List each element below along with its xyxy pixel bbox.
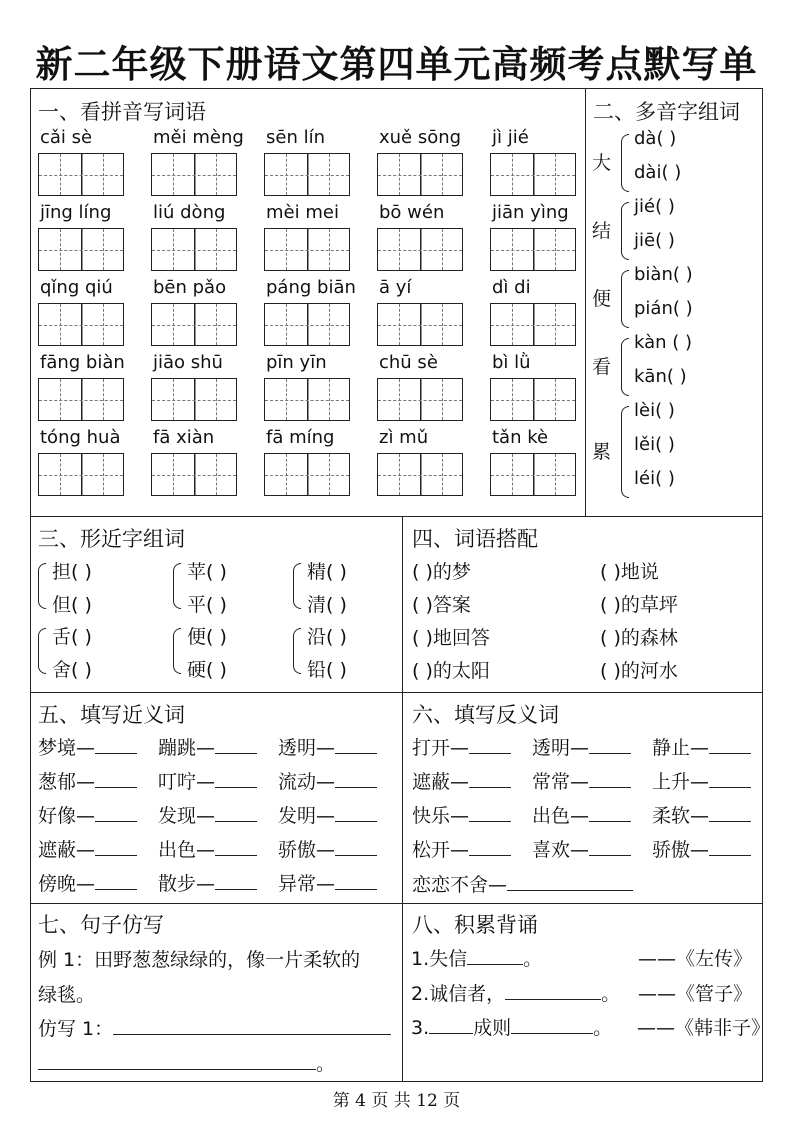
polyphone-item[interactable]: jiē( ): [634, 230, 675, 251]
pinyin-label: bō wén: [379, 202, 445, 223]
word-label: 梦境—: [38, 737, 96, 759]
polyphone-item[interactable]: dà( ): [634, 128, 677, 149]
answer-blank[interactable]: [215, 736, 257, 754]
answer-blank[interactable]: [589, 804, 631, 822]
polyphone-char: 累: [592, 441, 612, 463]
brace: [38, 628, 46, 674]
word-label: 蹦跳—: [158, 737, 216, 759]
divider: [585, 88, 586, 516]
writing-grid[interactable]: [264, 303, 350, 346]
polyphone-item[interactable]: lěi( ): [634, 434, 675, 455]
word-label: 异常—: [278, 873, 336, 895]
writing-grid[interactable]: [151, 378, 237, 421]
word-blank: [532, 733, 631, 760]
word-blank: [278, 869, 377, 896]
brace: [621, 134, 629, 192]
section-title: 四、词语搭配: [412, 527, 538, 551]
page-footer: 第 4 页 共 12 页: [332, 1091, 461, 1111]
word-label: 骄傲—: [652, 839, 710, 861]
pinyin-label: tǎn kè: [492, 427, 549, 448]
word-label: 静止—: [652, 737, 710, 759]
pinyin-label: jiān yìng: [492, 202, 569, 223]
answer-blank[interactable]: [589, 736, 631, 754]
antonym-last: [412, 870, 633, 897]
divider: [30, 516, 763, 517]
word-label: 发明—: [278, 805, 336, 827]
writing-grid[interactable]: [151, 303, 237, 346]
word-blank: [278, 801, 377, 828]
polyphone-item[interactable]: dài( ): [634, 162, 682, 183]
word-label: 打开—: [412, 737, 470, 759]
pinyin-label: bì lǜ: [492, 352, 531, 373]
answer-blank[interactable]: [589, 770, 631, 788]
polyphone-item[interactable]: kàn ( ): [634, 332, 693, 353]
word-label: 遮蔽—: [412, 771, 470, 793]
writing-grid[interactable]: [151, 453, 237, 496]
writing-grid[interactable]: [490, 228, 576, 271]
answer-blank[interactable]: [505, 982, 601, 1000]
recite-prefix: 3.: [411, 1017, 430, 1039]
answer-blank[interactable]: [709, 804, 751, 822]
polyphone-char: 大: [592, 152, 612, 174]
answer-blank[interactable]: [335, 770, 377, 788]
brace: [293, 628, 301, 674]
word-label: 松开—: [412, 839, 470, 861]
word-label: 快乐—: [412, 805, 470, 827]
word-blank: [412, 767, 511, 794]
match-item-left[interactable]: ( )的太阳: [412, 660, 490, 682]
answer-blank[interactable]: [467, 947, 523, 965]
answer-blank[interactable]: [335, 872, 377, 890]
similar-char-item[interactable]: 精( ): [307, 561, 347, 583]
pinyin-label: ā yí: [379, 277, 412, 298]
divider: [30, 692, 763, 693]
answer-blank[interactable]: [215, 804, 257, 822]
writing-grid[interactable]: [38, 378, 124, 421]
match-item-left[interactable]: ( )答案: [412, 594, 471, 616]
answer-blank[interactable]: [95, 770, 137, 788]
match-item-right[interactable]: ( )地说: [600, 561, 659, 583]
word-label: 叮咛—: [158, 771, 216, 793]
polyphone-item[interactable]: kān( ): [634, 366, 687, 387]
answer-blank[interactable]: [511, 1016, 593, 1034]
writing-grid[interactable]: [377, 153, 463, 196]
pinyin-label: fā xiàn: [153, 427, 215, 448]
end-mark: 。: [316, 1053, 336, 1075]
pinyin-label: qǐng qiú: [40, 277, 113, 298]
word-label: 好像—: [38, 805, 96, 827]
similar-char-item[interactable]: 但( ): [52, 594, 92, 616]
word-label: 常常—: [532, 771, 590, 793]
writing-grid[interactable]: [377, 303, 463, 346]
word-blank: [532, 835, 631, 862]
pinyin-label: pīn yīn: [266, 352, 327, 373]
word-label: 透明—: [532, 737, 590, 759]
answer-blank[interactable]: [469, 838, 511, 856]
word-label: 傍晚—: [38, 873, 96, 895]
similar-char-item[interactable]: 担( ): [52, 561, 92, 583]
answer-blank[interactable]: [589, 838, 631, 856]
brace: [621, 338, 629, 396]
writing-grid[interactable]: [264, 453, 350, 496]
brace: [173, 563, 181, 609]
word-label: 遮蔽—: [38, 839, 96, 861]
similar-char-item[interactable]: 平( ): [187, 594, 227, 616]
word-blank: [158, 869, 257, 896]
writing-grid[interactable]: [377, 453, 463, 496]
recite-source: ——《管子》: [638, 983, 753, 1005]
pinyin-label: jì jié: [492, 127, 529, 148]
answer-blank[interactable]: [95, 872, 137, 890]
recite-mid: 。: [601, 983, 621, 1005]
polyphone-item[interactable]: léi( ): [634, 468, 675, 489]
similar-char-item[interactable]: 舍( ): [52, 659, 92, 681]
answer-blank[interactable]: [95, 804, 137, 822]
answer-blank[interactable]: [429, 1016, 473, 1034]
answer-blank[interactable]: [113, 1017, 391, 1035]
word-label: 透明—: [278, 737, 336, 759]
answer-blank[interactable]: [95, 838, 137, 856]
page-title: 新二年级下册语文第四单元高频考点默写单: [35, 42, 758, 86]
writing-grid[interactable]: [38, 228, 124, 271]
word-blank: [412, 801, 511, 828]
pinyin-label: xuě sōng: [379, 127, 462, 148]
answer-blank[interactable]: [709, 736, 751, 754]
writing-grid[interactable]: [490, 153, 576, 196]
pinyin-label: jiāo shū: [153, 352, 223, 373]
recite-end: 。: [593, 1017, 613, 1039]
word-blank: [652, 835, 751, 862]
answer-blank[interactable]: [507, 873, 633, 891]
section-title: 二、多音字组词: [593, 100, 740, 124]
divider: [402, 516, 403, 1082]
section-title: 七、句子仿写: [38, 913, 164, 937]
brace: [173, 628, 181, 674]
word-blank: [38, 733, 137, 760]
recite-line: [411, 1013, 612, 1040]
recite-line: [411, 979, 620, 1006]
antonym-label: 恋恋不舍—: [412, 874, 508, 896]
pinyin-label: fāng biàn: [40, 352, 125, 373]
word-blank: [38, 767, 137, 794]
imitate-label: 仿写 1：: [38, 1018, 114, 1040]
word-blank: [278, 767, 377, 794]
word-blank: [532, 801, 631, 828]
word-label: 流动—: [278, 771, 336, 793]
brace: [38, 563, 46, 609]
pinyin-label: fā míng: [266, 427, 335, 448]
recite-line: [411, 944, 542, 971]
match-item-right[interactable]: ( )的森林: [600, 627, 678, 649]
word-label: 喜欢—: [532, 839, 590, 861]
pinyin-label: zì mǔ: [379, 427, 429, 448]
similar-char-item[interactable]: 清( ): [307, 594, 347, 616]
match-item-left[interactable]: ( )的梦: [412, 561, 471, 583]
answer-blank[interactable]: [38, 1052, 316, 1070]
brace: [621, 406, 629, 498]
section-title: 八、积累背诵: [412, 913, 538, 937]
polyphone-item[interactable]: pián( ): [634, 298, 693, 319]
section-title: 一、看拼音写词语: [38, 100, 206, 124]
word-blank: [412, 733, 511, 760]
pinyin-label: měi mèng: [153, 127, 244, 148]
pinyin-label: tóng huà: [40, 427, 121, 448]
answer-blank[interactable]: [215, 838, 257, 856]
writing-grid[interactable]: [264, 378, 350, 421]
recite-mid: 。: [523, 948, 543, 970]
match-item-left[interactable]: ( )地回答: [412, 627, 490, 649]
answer-blank[interactable]: [335, 838, 377, 856]
word-label: 上升—: [652, 771, 710, 793]
imitate-line: [38, 1014, 391, 1041]
answer-blank[interactable]: [215, 872, 257, 890]
pinyin-label: dì di: [492, 277, 531, 298]
pinyin-label: sēn lín: [266, 127, 325, 148]
similar-char-item[interactable]: 沿( ): [307, 626, 347, 648]
answer-blank[interactable]: [469, 736, 511, 754]
recite-prefix: 2.诚信者，: [411, 983, 506, 1005]
word-blank: [38, 869, 137, 896]
writing-grid[interactable]: [151, 228, 237, 271]
imitate-line-2: [38, 1049, 335, 1076]
recite-prefix: 1.失信: [411, 948, 468, 970]
brace: [621, 202, 629, 260]
writing-grid[interactable]: [377, 378, 463, 421]
word-blank: [652, 801, 751, 828]
word-blank: [652, 733, 751, 760]
word-label: 散步—: [158, 873, 216, 895]
similar-char-item[interactable]: 苹( ): [187, 561, 227, 583]
word-blank: [652, 767, 751, 794]
word-blank: [38, 801, 137, 828]
writing-grid[interactable]: [490, 378, 576, 421]
answer-blank[interactable]: [95, 736, 137, 754]
word-label: 出色—: [158, 839, 216, 861]
polyphone-char: 便: [592, 288, 612, 310]
word-blank: [532, 767, 631, 794]
pinyin-label: liú dòng: [153, 202, 226, 223]
answer-blank[interactable]: [335, 736, 377, 754]
polyphone-item[interactable]: jié( ): [634, 196, 675, 217]
divider: [30, 903, 763, 904]
polyphone-char: 看: [592, 356, 612, 378]
word-label: 骄傲—: [278, 839, 336, 861]
word-blank: [278, 733, 377, 760]
answer-blank[interactable]: [709, 770, 751, 788]
example-sentence-cont: 绿毯。: [38, 984, 96, 1006]
section-title: 五、填写近义词: [38, 703, 185, 727]
section-title: 三、形近字组词: [38, 527, 185, 551]
word-blank: [278, 835, 377, 862]
writing-grid[interactable]: [38, 303, 124, 346]
writing-grid[interactable]: [377, 228, 463, 271]
similar-char-item[interactable]: 硬( ): [187, 659, 227, 681]
writing-grid[interactable]: [490, 303, 576, 346]
recite-source: ——《韩非子》: [637, 1017, 771, 1039]
match-item-right[interactable]: ( )的河水: [600, 660, 678, 682]
pinyin-label: cǎi sè: [40, 127, 93, 148]
answer-blank[interactable]: [335, 804, 377, 822]
word-blank: [158, 767, 257, 794]
word-label: 葱郁—: [38, 771, 96, 793]
section-title: 六、填写反义词: [412, 703, 559, 727]
writing-grid[interactable]: [38, 153, 124, 196]
word-blank: [158, 835, 257, 862]
answer-blank[interactable]: [709, 838, 751, 856]
pinyin-label: mèi mei: [266, 202, 339, 223]
example-sentence: 例 1：田野葱葱绿绿的，像一片柔软的: [38, 949, 361, 971]
recite-mid: 成则: [473, 1017, 512, 1039]
answer-blank[interactable]: [469, 770, 511, 788]
match-item-right[interactable]: ( )的草坪: [600, 594, 678, 616]
similar-char-item[interactable]: 便( ): [187, 626, 227, 648]
brace: [621, 270, 629, 328]
word-label: 柔软—: [652, 805, 710, 827]
writing-grid[interactable]: [490, 453, 576, 496]
brace: [293, 563, 301, 609]
writing-grid[interactable]: [151, 153, 237, 196]
pinyin-label: páng biān: [266, 277, 356, 298]
polyphone-item[interactable]: biàn( ): [634, 264, 693, 285]
similar-char-item[interactable]: 铅( ): [307, 659, 347, 681]
writing-grid[interactable]: [264, 228, 350, 271]
answer-blank[interactable]: [215, 770, 257, 788]
word-blank: [38, 835, 137, 862]
recite-source: ——《左传》: [638, 948, 753, 970]
pinyin-label: jīng líng: [40, 202, 112, 223]
polyphone-item[interactable]: lèi( ): [634, 400, 675, 421]
pinyin-label: bēn pǎo: [153, 277, 227, 298]
word-blank: [158, 801, 257, 828]
word-blank: [412, 835, 511, 862]
pinyin-label: chū sè: [379, 352, 438, 373]
answer-blank[interactable]: [469, 804, 511, 822]
similar-char-item[interactable]: 舌( ): [52, 626, 92, 648]
writing-grid[interactable]: [38, 453, 124, 496]
polyphone-char: 结: [592, 220, 612, 242]
writing-grid[interactable]: [264, 153, 350, 196]
word-label: 发现—: [158, 805, 216, 827]
word-label: 出色—: [532, 805, 590, 827]
word-blank: [158, 733, 257, 760]
